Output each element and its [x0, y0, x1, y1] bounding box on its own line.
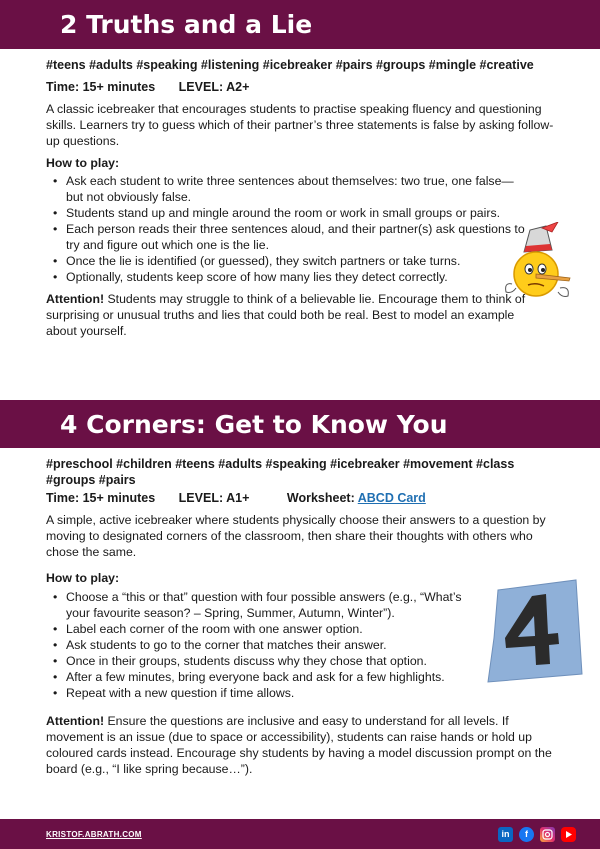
number-four-card-icon	[484, 578, 584, 686]
section2-steps	[46, 589, 486, 701]
section2-worksheet	[287, 491, 426, 505]
section1-steps	[46, 173, 526, 285]
list-item: • Students stand up and mingle around the room or work in small groups or pairs.	[46, 205, 526, 221]
list-item: • Once the lie is identified (or guessed), they switch partners or take turns.	[46, 253, 526, 269]
worksheet-link[interactable]: ABCD Card	[357, 491, 426, 505]
facebook-icon[interactable]: f	[519, 827, 534, 842]
section2-attention-label: Attention!	[46, 714, 105, 728]
section2-title: 4 Corners: Get to Know You	[60, 409, 448, 439]
section1-how-to-play: How to play:	[46, 156, 120, 170]
section1-content	[46, 57, 556, 339]
linkedin-icon[interactable]: in	[498, 827, 513, 842]
youtube-icon[interactable]	[561, 827, 576, 842]
list-item: • Ask students to go to the corner that matches their answer.	[46, 637, 486, 653]
section1-attention	[46, 291, 526, 339]
section2-how-to-play: How to play:	[46, 571, 120, 585]
worksheet-label: Worksheet:	[286, 491, 358, 505]
list-item: • Each person reads their three sentences aloud, and their partner(s) ask questions to try and figure out which one is the lie.	[46, 221, 526, 253]
section1-attention-text: Students may struggle to think of a believable lie. Encourage them to think of surprising or unusual truths and lies that could both be real. Best to model an example about yourself.	[46, 292, 526, 338]
list-item: • Choose a “this or that” question with four possible answers (e.g., “What’s your favourite season? – Spring, Summer, Autumn, Winter”).	[46, 589, 486, 621]
instagram-icon[interactable]	[540, 827, 555, 842]
list-item: • After a few minutes, bring everyone back and ask for a few highlights.	[46, 669, 486, 685]
section2-attention-text: Ensure the questions are inclusive and easy to understand for all levels. If movement is an issue (due to space or accessibility), students can raise hands or hold up coloured cards instead. Encourage shy students by having a model discussion prompt on the board (e.g., “I like spring because…”).	[46, 714, 552, 776]
section2-level: LEVEL: A1+	[178, 491, 250, 505]
section1-time: Time: 15+ minutes	[46, 80, 156, 94]
list-item: • Repeat with a new question if time allows.	[46, 685, 486, 701]
list-item: • Once in their groups, students discuss why they chose that option.	[46, 653, 486, 669]
section1-title: 2 Truths and a Lie	[60, 10, 313, 39]
section2-attention	[46, 713, 556, 777]
section2-meta	[46, 490, 556, 506]
section2-content	[46, 456, 556, 777]
section2-time: Time: 15+ minutes	[46, 491, 156, 505]
section1-title-banner	[0, 0, 600, 49]
social-links	[498, 827, 576, 842]
section1-description: A classic icebreaker that encourages students to practise speaking fluency and questioning skills. Learners try to guess which of their partner’s three statements is false by asking follow-up questions.	[46, 102, 554, 148]
footer-site-link[interactable]: KRISTOF.ABRATH.COM	[46, 829, 142, 839]
list-item: • Optionally, students keep score of how many lies they detect correctly.	[46, 269, 526, 285]
section1-level: LEVEL: A2+	[178, 80, 250, 94]
list-item: • Label each corner of the room with one answer option.	[46, 621, 486, 637]
section1-attention-label: Attention!	[46, 292, 105, 306]
section1-meta	[46, 79, 556, 95]
list-item: • Ask each student to write three sentences about themselves: two true, one false—but not obviously false.	[46, 173, 526, 205]
section2-title-banner	[0, 400, 600, 448]
footer	[0, 819, 600, 849]
section2-description: A simple, active icebreaker where students physically choose their answers to a question by moving to designated corners of the classroom, then share their thoughts with others who chose the same.	[46, 513, 546, 559]
section1-tags: #teens #adults #speaking #listening #icebreaker #pairs #groups #mingle #creative	[46, 58, 534, 72]
section2-tags: #preschool #children #teens #adults #speaking #icebreaker #movement #class #groups #pairs	[46, 457, 515, 487]
pinocchio-emoji-icon	[502, 222, 572, 308]
